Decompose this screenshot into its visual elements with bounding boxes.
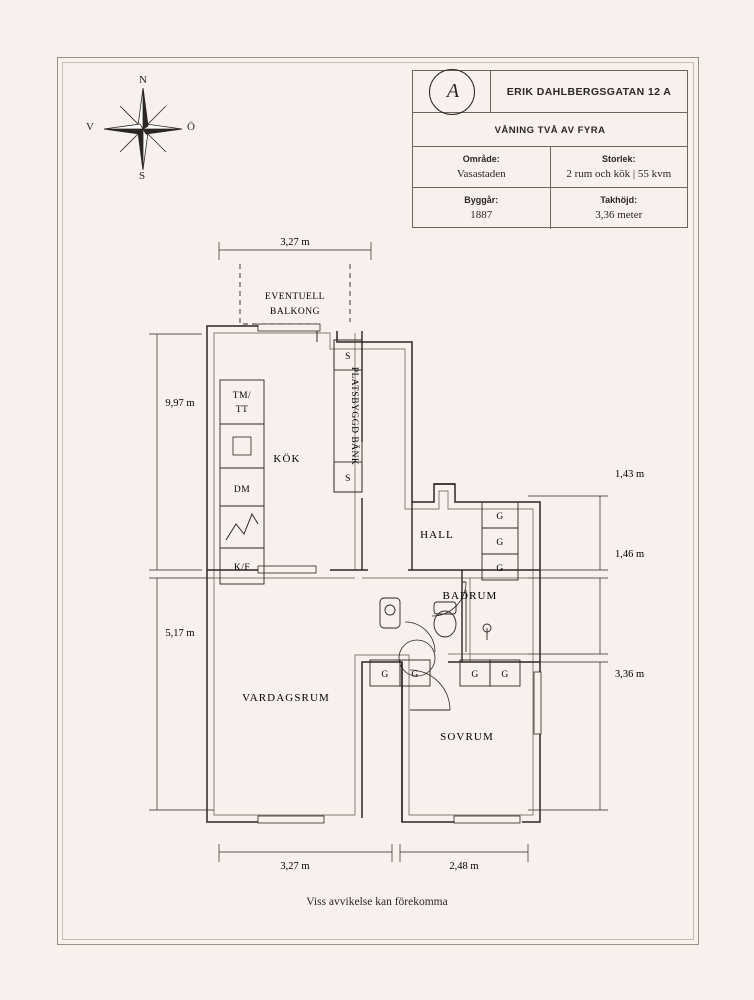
field-year-key: Byggår: <box>464 195 499 205</box>
dim-right-1: 1,43 m <box>615 469 645 480</box>
bedroom-wardrobes <box>370 660 520 686</box>
dim-right-3: 3,36 m <box>615 669 645 680</box>
dim-bottom-right: 2,48 m <box>449 861 479 872</box>
balcony-label-line1: EVENTUELL <box>265 292 325 302</box>
appliance-label-kf: K/F <box>233 563 251 573</box>
cabinet-label-g-bed-1: G <box>381 670 389 680</box>
field-area-key: Område: <box>462 154 500 164</box>
cabinet-label-s-bottom: S <box>345 474 351 484</box>
dim-right-2: 1,46 m <box>615 549 645 560</box>
cabinet-label-s-top: S <box>345 352 351 362</box>
cabinet-label-g-hall-2: G <box>496 538 504 548</box>
cabinet-label-g-bed-4: G <box>501 670 509 680</box>
cabinet-label-g-bed-3: G <box>471 670 479 680</box>
compass-south-label: S <box>139 170 146 182</box>
appliance-label-tm: TM/ <box>232 391 252 401</box>
room-label-bathroom: BADRUM <box>442 590 498 602</box>
dimension-lines <box>149 242 608 862</box>
cabinet-label-g-hall-1: G <box>496 512 504 522</box>
field-area-value: Vasastaden <box>456 168 506 180</box>
field-ceiling-height-key: Takhöjd: <box>600 195 638 205</box>
appliance-label-tt: TT <box>235 405 249 415</box>
dim-bottom-left: 3,27 m <box>280 861 310 872</box>
field-ceiling-height-value: 3,36 meter <box>595 209 643 221</box>
field-size-value: 2 rum och kök | 55 kvm <box>566 168 672 180</box>
room-label-livingroom: VARDAGSRUM <box>242 692 330 704</box>
room-label-bedroom: SOVRUM <box>440 731 494 743</box>
field-year-value: 1887 <box>470 209 493 221</box>
address-label: ERIK DAHLBERGSGATAN 12 A <box>506 85 672 98</box>
logo-letter: A <box>446 80 457 102</box>
floor-label: VÅNING TVÅ AV FYRA <box>494 124 606 136</box>
disclaimer-note: Viss avvikelse kan förekomma <box>306 896 448 908</box>
compass-east-label: Ö <box>187 121 195 133</box>
dim-top-balcony: 3,27 m <box>280 237 310 248</box>
dim-left-upper: 9,97 m <box>165 398 195 409</box>
room-label-kitchen: KÖK <box>273 453 301 465</box>
balcony-label-line2: BALKONG <box>270 307 320 317</box>
bench-label: PLATSBYGGD BÄNK <box>349 366 359 466</box>
compass-north-label: N <box>139 74 147 86</box>
room-label-hall: HALL <box>420 529 454 541</box>
cabinet-label-g-bed-2: G <box>411 670 419 680</box>
appliance-label-dm: DM <box>233 485 251 495</box>
dim-left-lower: 5,17 m <box>165 628 195 639</box>
compass-west-label: V <box>86 121 94 133</box>
door-openings <box>272 322 522 827</box>
cabinet-label-g-hall-3: G <box>496 564 504 574</box>
floorplan-drawing <box>62 62 692 938</box>
field-size-key: Storlek: <box>601 154 636 164</box>
